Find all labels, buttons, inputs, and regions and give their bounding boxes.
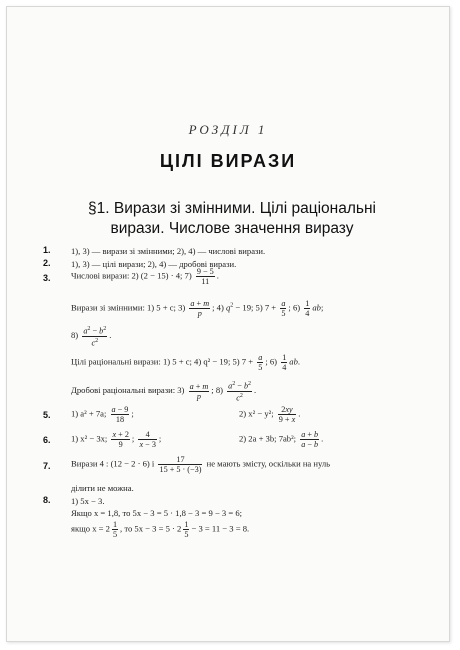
textbook-page [6,6,450,642]
answer-6-2: 2) 2a + 3b; 7ab²; $\frac{a + b}{a - b}$ . [239,430,324,449]
heading-line-1: §1. Вирази зі змінними. Цілі раціональні [88,200,376,217]
answer-3-whole: Цілі раціональні вирази: 1) 5 + c; 4) q² − 19; 5) 7 + $\frac{a}{5}$ ; 6) $\frac{1}{4}$ ab. [71,353,301,372]
section-label: РОЗДІЛ 1 [188,122,268,137]
answer-3-variables: Вирази зі змінними: 1) 5 + c; 3) $\frac{a + m}{p}$ ; 4) $q^2 - 19$; 5) 7 + $\frac{a}{5}$ ; 6) $\frac{1}{4}$ ab; [71,299,324,318]
answer-8-2: Якщо x = 1,8, то 5x − 3 = 5 · 1,8 − 3 = 9 − 3 = 6; [71,508,243,518]
answer-5-2: 2) x² − y²; $\frac{2xy}{9 + x}$ . [239,405,301,424]
answer-3-fractional: Дробові раціональні вирази: 3) $\frac{a + m}{p}$ ; 8) $\frac{a^2 - b^2}{c^2}$ . [71,381,257,403]
exercise-number: 2. [43,258,51,268]
heading-line-2: вирази. Числове значення виразу [110,220,354,237]
answer-1: 1), 3) — вирази зі змінними; 2), 4) — числові вирази. [71,246,266,256]
answer-6-1: 1) x² − 3x; $\frac{x + 2}{9}$ ; $\frac{4}{x - 3}$ ; [71,430,162,449]
paragraph-heading [67,199,397,239]
answer-7: Вирази 4 : (12 − 2 · 6) і $\frac{17}{15 + 5 \cdot (-3)}$ не мають змісту, оскільки на нуль [71,455,331,474]
exercise-number: 8. [43,495,51,505]
answer-7-cont: ділити не можна. [71,483,134,493]
section-title: ЦІЛІ ВИРАЗИ [159,151,297,171]
answer-3-variables-cont: 8) $\frac{a^2 - b^2}{c^2}$ . [71,326,112,348]
answer-8-1: 1) 5x − 3. [71,496,105,506]
answer-2: 1), 3) — цілі вирази; 2), 4) — дробові вирази. [71,259,237,269]
exercise-number: 7. [43,461,51,471]
answer-8-3: якщо x = 2 $\frac{1}{5}$ , то 5x − 3 = 5 · 2 $\frac{1}{5}$ − 3 = 11 − 3 = 8. [71,520,250,539]
answer-3-numeric: Числові вирази: 2) (2 − 15) · 4; 7) $\frac{9 - 5}{11}$ . [71,267,219,286]
exercise-number: 6. [43,435,51,445]
exercise-number: 3. [43,273,51,283]
exercise-number: 1. [43,245,51,255]
answer-5-1: 1) a² + 7a; $\frac{a - 9}{18}$ ; [71,405,134,424]
exercise-number: 5. [43,410,51,420]
